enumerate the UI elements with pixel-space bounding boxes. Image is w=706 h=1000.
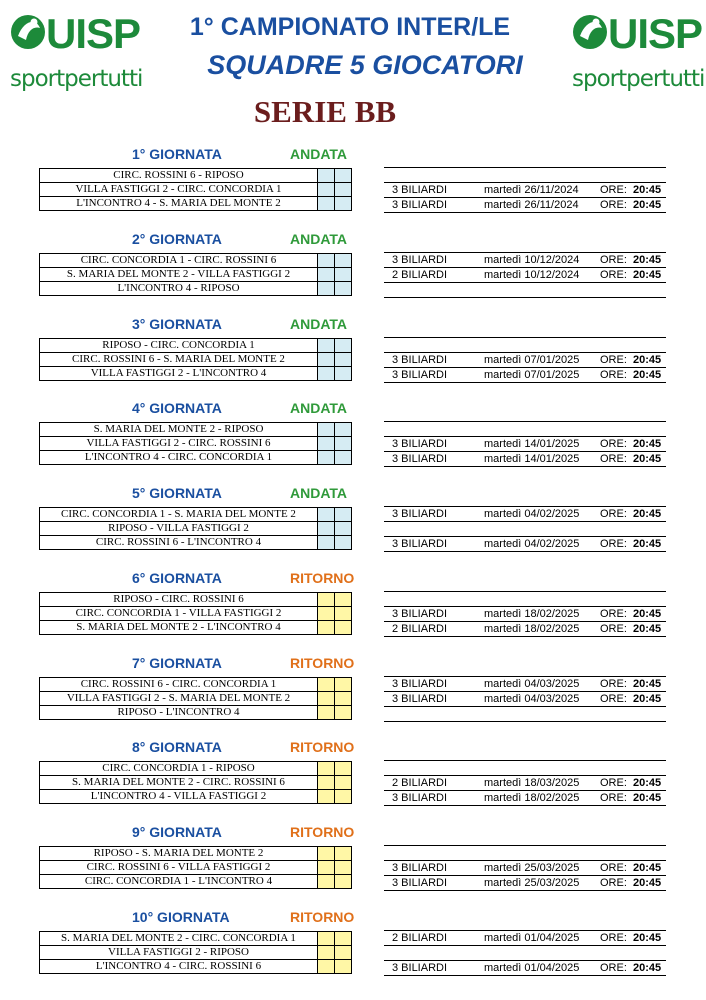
match-row [40,607,352,621]
venue-row [384,353,666,368]
matches-table [39,338,352,381]
match-date: martedì 14/01/2025 [484,453,580,465]
match-time: 20:45 [633,962,662,974]
match-row [40,790,352,804]
score-home-cell [318,621,335,635]
score-home-cell [318,692,335,706]
match-name: CIRC. CONCORDIA 1 - RIPOSO [40,762,318,776]
match-row [40,339,352,353]
matches-table [39,507,352,550]
score-away-cell [335,268,352,282]
score-away-cell [335,861,352,875]
matches-table [39,931,352,974]
score-away-cell [335,367,352,381]
score-home-cell [318,706,335,720]
score-away-cell [335,423,352,437]
round-section [0,400,706,485]
time-label: ORE: [600,862,627,874]
match-row [40,254,352,268]
round-label: 10° GIORNATA [132,909,230,925]
round-phase: RITORNO [290,570,355,586]
serie-title: SERIE BB [253,94,397,129]
venue-name: 3 BILIARDI [392,184,448,196]
round-phase: ANDATA [290,146,348,162]
match-time: 20:45 [633,508,662,520]
score-home-cell [318,861,335,875]
logo-word: UISP [46,10,141,57]
score-home-cell [318,508,335,522]
venue-row [384,676,666,692]
round-label: 4° GIORNATA [132,400,222,416]
round-phase: RITORNO [290,824,355,840]
venue-row [384,692,666,707]
score-home-cell [318,776,335,790]
match-time: 20:45 [633,862,662,874]
match-date: martedì 18/03/2025 [484,777,580,789]
match-name: CIRC. ROSSINI 6 - L'INCONTRO 4 [40,536,318,550]
time-label: ORE: [600,792,627,804]
match-date: martedì 07/01/2025 [484,369,580,381]
championship-title: 1° CAMPIONATO INTER/LE [189,13,511,41]
venue-row [384,622,666,637]
score-away-cell [335,169,352,183]
venue-row [384,876,666,891]
time-label: ORE: [600,254,627,266]
time-label: ORE: [600,693,627,705]
time-label: ORE: [600,184,627,196]
match-name: L'INCONTRO 4 - CIRC. CONCORDIA 1 [40,451,318,465]
match-name: CIRC. ROSSINI 6 - CIRC. CONCORDIA 1 [40,678,318,692]
match-name: L'INCONTRO 4 - VILLA FASTIGGI 2 [40,790,318,804]
match-row [40,706,352,720]
match-date: martedì 07/01/2025 [484,354,580,366]
score-away-cell [335,183,352,197]
match-name: S. MARIA DEL MONTE 2 - L'INCONTRO 4 [40,621,318,635]
score-home-cell [318,536,335,550]
venue-row [384,760,666,776]
venue-list [384,167,666,213]
venue-list [384,421,666,467]
match-row [40,593,352,607]
matches-table [39,253,352,296]
time-label: ORE: [600,199,627,211]
matches-table [39,677,352,720]
score-away-cell [335,437,352,451]
time-label: ORE: [600,777,627,789]
score-away-cell [335,932,352,946]
score-away-cell [335,607,352,621]
venue-name: 3 BILIARDI [392,438,448,450]
score-away-cell [335,282,352,296]
venue-list [384,337,666,383]
time-label: ORE: [600,678,627,690]
venue-row [384,930,666,946]
score-home-cell [318,946,335,960]
round-label: 5° GIORNATA [132,485,222,501]
time-label: ORE: [600,508,627,520]
match-name: CIRC. ROSSINI 6 - VILLA FASTIGGI 2 [40,861,318,875]
match-row [40,197,352,211]
round-label: 8° GIORNATA [132,739,222,755]
logo-subtitle: sportpertutti [10,66,143,92]
venue-row [384,283,666,298]
match-time: 20:45 [633,438,662,450]
score-home-cell [318,607,335,621]
time-label: ORE: [600,877,627,889]
round-phase: RITORNO [290,655,355,671]
match-name: VILLA FASTIGGI 2 - CIRC. CONCORDIA 1 [40,183,318,197]
score-away-cell [335,522,352,536]
venue-list [384,676,666,722]
match-time: 20:45 [633,792,662,804]
venue-row [384,452,666,467]
round-phase: ANDATA [290,231,348,247]
match-time: 20:45 [633,777,662,789]
match-name: CIRC. CONCORDIA 1 - VILLA FASTIGGI 2 [40,607,318,621]
score-home-cell [318,282,335,296]
venue-row [384,537,666,552]
match-row [40,423,352,437]
venue-row [384,268,666,283]
match-name: RIPOSO - VILLA FASTIGGI 2 [40,522,318,536]
venue-name: 2 BILIARDI [392,777,448,789]
venue-name: 3 BILIARDI [392,862,448,874]
match-name: VILLA FASTIGGI 2 - CIRC. ROSSINI 6 [40,437,318,451]
match-row [40,437,352,451]
score-home-cell [318,522,335,536]
championship-subtitle: SQUADRE 5 GIOCATORI [207,50,523,80]
venue-name: 3 BILIARDI [392,877,448,889]
score-away-cell [335,593,352,607]
time-label: ORE: [600,538,627,550]
venue-list [384,506,666,552]
venue-row [384,437,666,452]
round-section [0,655,706,740]
score-home-cell [318,367,335,381]
round-label: 1° GIORNATA [132,146,222,162]
score-away-cell [335,762,352,776]
match-row [40,692,352,706]
matches-table [39,168,352,211]
venue-row [384,506,666,522]
match-time: 20:45 [633,678,662,690]
round-phase: RITORNO [290,739,355,755]
score-away-cell [335,197,352,211]
round-phase: RITORNO [290,909,355,925]
round-phase: ANDATA [290,316,348,332]
match-time: 20:45 [633,269,662,281]
venue-row [384,845,666,861]
venue-row [384,591,666,607]
round-section [0,824,706,909]
match-row [40,861,352,875]
score-home-cell [318,183,335,197]
match-date: martedì 10/12/2024 [484,254,580,266]
score-away-cell [335,353,352,367]
match-name: S. MARIA DEL MONTE 2 - RIPOSO [40,423,318,437]
match-name: RIPOSO - L'INCONTRO 4 [40,706,318,720]
score-away-cell [335,960,352,974]
venue-name: 3 BILIARDI [392,693,448,705]
match-time: 20:45 [633,254,662,266]
score-home-cell [318,339,335,353]
venue-name: 3 BILIARDI [392,354,448,366]
score-away-cell [335,339,352,353]
score-away-cell [335,451,352,465]
venue-row [384,607,666,622]
match-date: martedì 04/03/2025 [484,693,580,705]
score-home-cell [318,437,335,451]
match-time: 20:45 [633,693,662,705]
score-home-cell [318,678,335,692]
venue-row [384,167,666,183]
match-name: RIPOSO - CIRC. CONCORDIA 1 [40,339,318,353]
round-section [0,316,706,401]
venue-row [384,183,666,198]
venue-row [384,791,666,806]
venue-row [384,946,666,961]
venue-name: 3 BILIARDI [392,453,448,465]
venue-row [384,252,666,268]
venue-row [384,961,666,976]
venue-list [384,930,666,976]
match-time: 20:45 [633,354,662,366]
logo-word: UISP [608,10,703,57]
venue-name: 3 BILIARDI [392,369,448,381]
score-away-cell [335,847,352,861]
score-home-cell [318,197,335,211]
time-label: ORE: [600,369,627,381]
score-away-cell [335,254,352,268]
match-row [40,169,352,183]
venue-name: 3 BILIARDI [392,608,448,620]
venue-row [384,707,666,722]
match-name: S. MARIA DEL MONTE 2 - CIRC. ROSSINI 6 [40,776,318,790]
match-row [40,875,352,889]
match-date: martedì 04/03/2025 [484,678,580,690]
uisp-logo-left [10,6,143,106]
venue-name: 3 BILIARDI [392,792,448,804]
match-row [40,776,352,790]
venue-name: 2 BILIARDI [392,623,448,635]
match-time: 20:45 [633,538,662,550]
logo-subtitle: sportpertutti [572,66,705,92]
venue-list [384,591,666,637]
venue-list [384,760,666,806]
match-name: L'INCONTRO 4 - S. MARIA DEL MONTE 2 [40,197,318,211]
match-name: S. MARIA DEL MONTE 2 - CIRC. CONCORDIA 1 [40,932,318,946]
match-row [40,522,352,536]
venue-name: 3 BILIARDI [392,538,448,550]
venue-row [384,861,666,876]
score-home-cell [318,423,335,437]
match-name: CIRC. ROSSINI 6 - RIPOSO [40,169,318,183]
time-label: ORE: [600,354,627,366]
match-row [40,946,352,960]
match-name: RIPOSO - CIRC. ROSSINI 6 [40,593,318,607]
match-row [40,762,352,776]
time-label: ORE: [600,623,627,635]
match-name: CIRC. CONCORDIA 1 - L'INCONTRO 4 [40,875,318,889]
match-name: S. MARIA DEL MONTE 2 - VILLA FASTIGGI 2 [40,268,318,282]
time-label: ORE: [600,608,627,620]
match-name: CIRC. CONCORDIA 1 - S. MARIA DEL MONTE 2 [40,508,318,522]
match-date: martedì 18/02/2025 [484,623,580,635]
score-away-cell [335,875,352,889]
round-label: 9° GIORNATA [132,824,222,840]
match-date: martedì 26/11/2024 [484,184,579,196]
round-phase: ANDATA [290,485,348,501]
match-row [40,183,352,197]
match-date: martedì 01/04/2025 [484,962,580,974]
match-date: martedì 25/03/2025 [484,862,580,874]
score-home-cell [318,960,335,974]
venue-row [384,522,666,537]
match-time: 20:45 [633,877,662,889]
match-row [40,621,352,635]
round-section [0,485,706,570]
match-time: 20:45 [633,453,662,465]
match-row [40,536,352,550]
score-home-cell [318,169,335,183]
match-date: martedì 14/01/2025 [484,438,580,450]
score-away-cell [335,790,352,804]
score-away-cell [335,621,352,635]
match-name: RIPOSO - S. MARIA DEL MONTE 2 [40,847,318,861]
score-away-cell [335,946,352,960]
matches-table [39,592,352,635]
score-away-cell [335,508,352,522]
match-time: 20:45 [633,608,662,620]
match-row [40,960,352,974]
match-row [40,508,352,522]
score-home-cell [318,353,335,367]
match-name: VILLA FASTIGGI 2 - RIPOSO [40,946,318,960]
score-home-cell [318,593,335,607]
match-time: 20:45 [633,369,662,381]
round-section [0,146,706,231]
round-section [0,570,706,655]
venue-name: 2 BILIARDI [392,932,448,944]
match-name: L'INCONTRO 4 - RIPOSO [40,282,318,296]
match-row [40,847,352,861]
match-date: martedì 26/11/2024 [484,199,579,211]
match-date: martedì 10/12/2024 [484,269,580,281]
score-home-cell [318,932,335,946]
time-label: ORE: [600,932,627,944]
match-row [40,282,352,296]
venue-row [384,368,666,383]
match-date: martedì 04/02/2025 [484,538,580,550]
match-time: 20:45 [633,184,662,196]
match-date: martedì 25/03/2025 [484,877,580,889]
score-away-cell [335,776,352,790]
match-row [40,353,352,367]
matches-table [39,846,352,889]
match-row [40,268,352,282]
round-label: 2° GIORNATA [132,231,222,247]
round-label: 7° GIORNATA [132,655,222,671]
round-section [0,909,706,994]
score-away-cell [335,678,352,692]
match-name: CIRC. CONCORDIA 1 - CIRC. ROSSINI 6 [40,254,318,268]
score-home-cell [318,875,335,889]
round-label: 3° GIORNATA [132,316,222,332]
score-away-cell [335,692,352,706]
venue-list [384,845,666,891]
venue-row [384,421,666,437]
round-section [0,231,706,316]
match-row [40,367,352,381]
venue-name: 3 BILIARDI [392,678,448,690]
time-label: ORE: [600,453,627,465]
match-time: 20:45 [633,932,662,944]
time-label: ORE: [600,962,627,974]
match-date: martedì 01/04/2025 [484,932,580,944]
round-section [0,739,706,824]
venue-name: 3 BILIARDI [392,199,448,211]
venue-name: 3 BILIARDI [392,508,448,520]
score-home-cell [318,451,335,465]
matches-table [39,761,352,804]
matches-table [39,422,352,465]
match-date: martedì 04/02/2025 [484,508,580,520]
venue-name: 3 BILIARDI [392,962,448,974]
match-row [40,932,352,946]
score-away-cell [335,706,352,720]
venue-row [384,776,666,791]
round-label: 6° GIORNATA [132,570,222,586]
venue-row [384,198,666,213]
venue-row [384,337,666,353]
round-phase: ANDATA [290,400,348,416]
score-home-cell [318,762,335,776]
match-time: 20:45 [633,199,662,211]
match-date: martedì 18/02/2025 [484,608,580,620]
score-home-cell [318,790,335,804]
match-row [40,451,352,465]
match-name: L'INCONTRO 4 - CIRC. ROSSINI 6 [40,960,318,974]
venue-name: 2 BILIARDI [392,269,448,281]
score-home-cell [318,268,335,282]
match-date: martedì 18/02/2025 [484,792,580,804]
score-home-cell [318,847,335,861]
match-name: VILLA FASTIGGI 2 - L'INCONTRO 4 [40,367,318,381]
time-label: ORE: [600,269,627,281]
match-name: CIRC. ROSSINI 6 - S. MARIA DEL MONTE 2 [40,353,318,367]
score-away-cell [335,536,352,550]
match-name: VILLA FASTIGGI 2 - S. MARIA DEL MONTE 2 [40,692,318,706]
match-time: 20:45 [633,623,662,635]
score-home-cell [318,254,335,268]
uisp-logo-right [572,6,705,106]
venue-list [384,252,666,298]
venue-name: 3 BILIARDI [392,254,448,266]
time-label: ORE: [600,438,627,450]
match-row [40,678,352,692]
